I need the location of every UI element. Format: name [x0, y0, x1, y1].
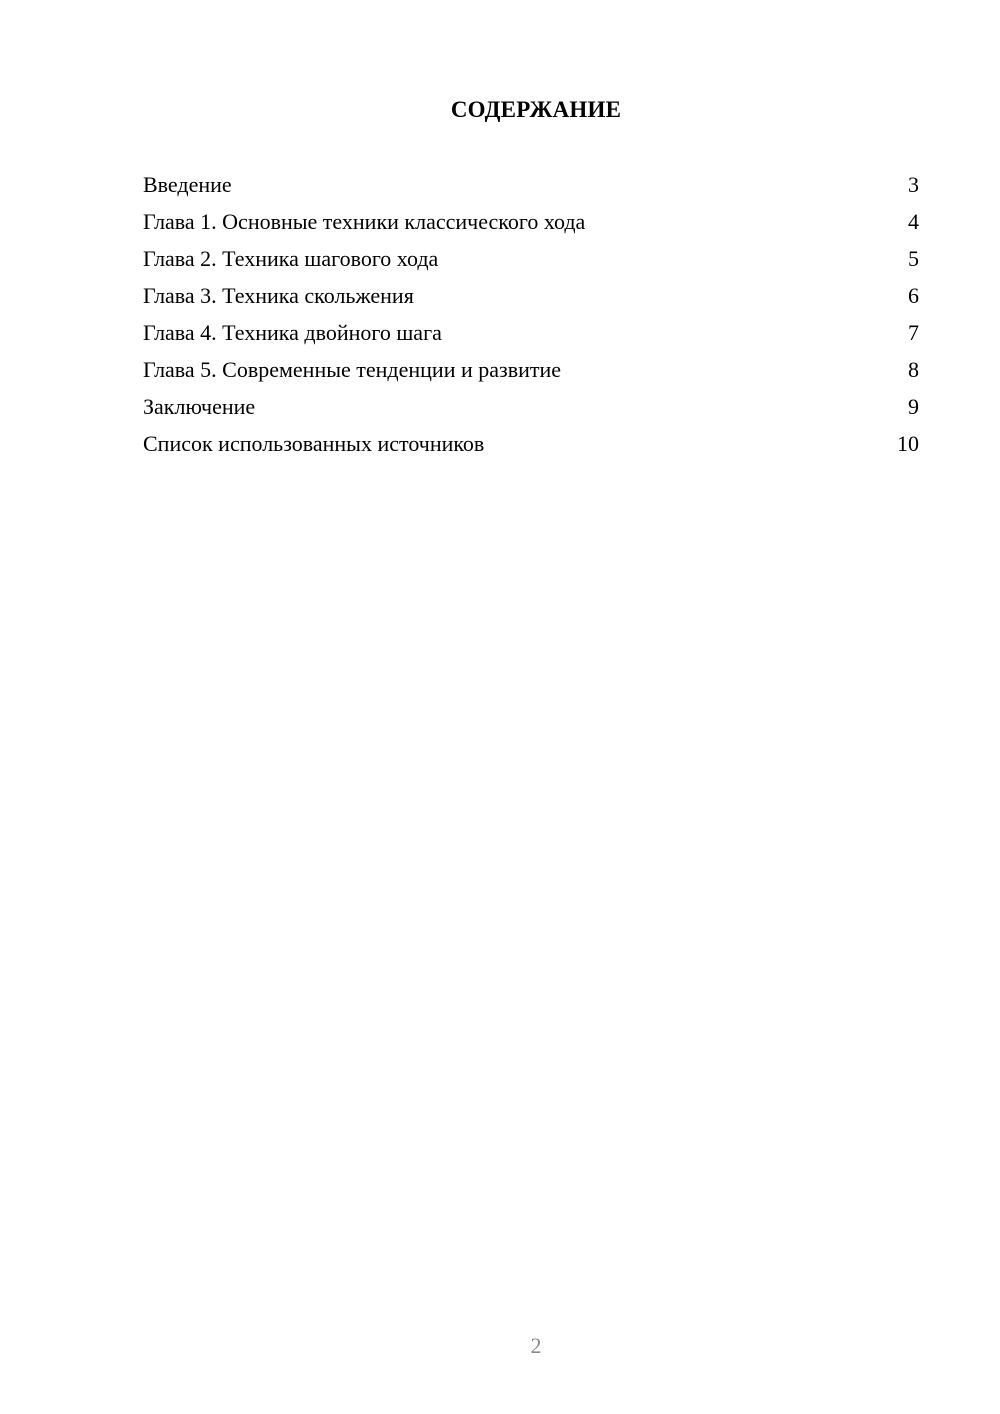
toc-entry-chapter-2: [143, 240, 919, 277]
toc-entry-page: 3: [908, 172, 919, 197]
toc-entry-title: Введение: [143, 172, 232, 197]
toc-entry-page: 4: [908, 209, 919, 234]
toc-entry-title: Заключение: [143, 394, 256, 419]
toc-entry-title: Список использованных источников: [143, 431, 485, 456]
page-title: СОДЕРЖАНИЕ: [450, 97, 622, 122]
toc-entry-title: Глава 2. Техника шагового хода: [143, 246, 439, 271]
page-number: 2: [530, 1333, 542, 1358]
toc-entry-page: 5: [908, 246, 919, 271]
toc-entry-page: 6: [908, 283, 919, 308]
toc-entry-title: Глава 3. Техника скольжения: [143, 283, 414, 308]
toc-entry-page: 10: [897, 431, 919, 456]
toc-entry-chapter-4: [143, 314, 919, 351]
toc-entry-references: [143, 425, 919, 462]
table-of-contents: [143, 166, 919, 462]
toc-entry-title: Глава 4. Техника двойного шага: [143, 320, 442, 345]
toc-entry-chapter-5: [143, 351, 919, 388]
toc-entry-page: 7: [908, 320, 919, 345]
toc-entry-page: 8: [908, 357, 919, 382]
toc-entry-conclusion: [143, 388, 919, 425]
toc-entry-chapter-1: [143, 203, 919, 240]
toc-entry-page: 9: [908, 394, 919, 419]
toc-entry-chapter-3: [143, 277, 919, 314]
toc-entry-title: Глава 1. Основные техники классического хода: [143, 209, 586, 234]
toc-entry-title: Глава 5. Современные тенденции и развитие: [143, 357, 562, 382]
toc-entry-introduction: [143, 166, 919, 203]
